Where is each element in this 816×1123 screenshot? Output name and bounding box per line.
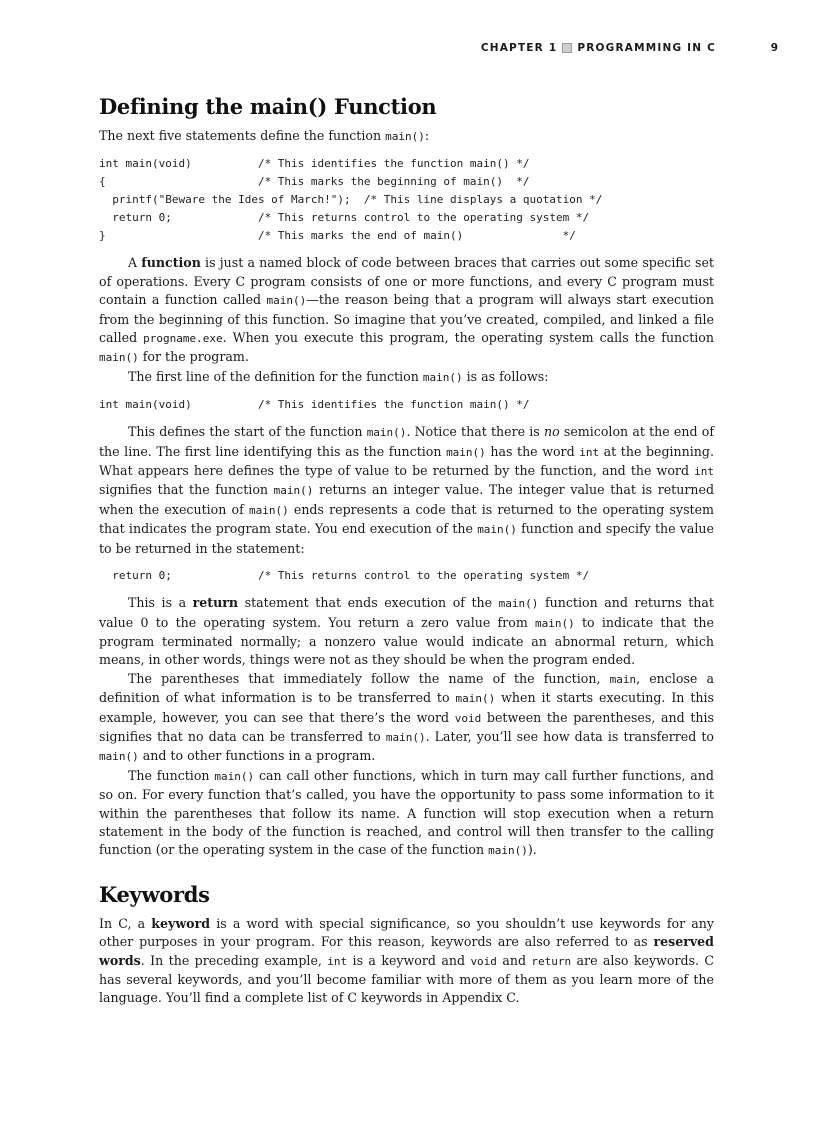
main-content [99,94,714,1008]
paragraph-return-statement: This is a return statement that ends execution of the main() function and returns that value 0 to the operating system. You return a zero value from main() to indicate that the program terminated normally; a nonzero value would indicate an abnormal return, which means, in other words, things were not as they should be when the program ended. [99,595,714,668]
running-head [460,42,716,54]
intro-paragraph: The next five statements define the function main(): [99,128,430,143]
square-bullet-icon [562,43,572,53]
paragraph-parentheses: The parentheses that immediately follow the name of the function, main, enclose a definition of what information is to be transferred to main() when it starts executing. In this example, however, you can see that there’s the word void between the parentheses, and this signifies that no data can be transferred to main(). Later, you’ll see how data is transferred to main() and to other functions in a program. [99,670,714,764]
code-line-return: return 0; /* This returns control to the operating system */ [99,569,590,583]
paragraph-first-line: The first line of the definition for the function main() is as follows: [128,368,549,384]
paragraph-calling-functions: The function main() can call other functions, which in turn may call further functions, and so on. For every function that’s called, you have the opportunity to pass some information to it within the parentheses that follow its name. A function will stop execution when a return statement in the body of the function is reached, and control will then transfer to the calling function (or the operating system in the case of the function main()). [99,767,714,858]
section-heading-keywords: Keywords [99,881,210,907]
code-line-main-signature: int main(void) /* This identifies the function main() */ [99,398,530,412]
section-heading-main-function: Defining the main() Function [99,94,437,119]
paragraph-keywords: In C, a keyword is a word with special significance, so you shouldn’t use keywords for any other purposes in your program. For this reason, keywords are also referred to as reserved words. In the preceding example, int is a keyword and void and return are also keywords. C has several keywords, and you’ll become familiar with more of them as you learn more of the language. You’ll find a complete list of C keywords in Appendix C. [99,915,715,1006]
chapter-title: PROGRAMMING IN C [577,42,716,54]
paragraph-function-definition: A function is just a named block of code between braces that carries out some specific set of operations. Every C program consists of one or more functions, and every C program must contain a function called main()—the reason being that a program will always start execution from the beginning of this function. So imagine that you’ve created, compiled, and linked a file called progname.exe. When you execute this program, the operating system calls the function main() for the program. [99,255,714,365]
code-block-main-function: int main(void) /* This identifies the function main() */ { /* This marks the beginning of main() */ printf("Beware the Ides of March!"); /* This line displays a quotation */ return 0; /* This returns control to the operating system */ } /* This marks the end of main() */ [99,157,603,243]
page-number: 9 [770,42,778,54]
paragraph-start-of-function: This defines the start of the function main(). Notice that there is no semicolon at the end of the line. The first line identifying this as the function main() has the word int at the beginning. What appears here defines the type of value to be returned by the function, and the word int signifies that the function main() returns an integer value. The integer value that is returned when the execution of main() ends represents a code that is returned to the operating system that indicates the program state. You end execution of the main() function and specify the value to be returned in the statement: [99,424,715,556]
chapter-label: CHAPTER 1 [480,42,558,54]
